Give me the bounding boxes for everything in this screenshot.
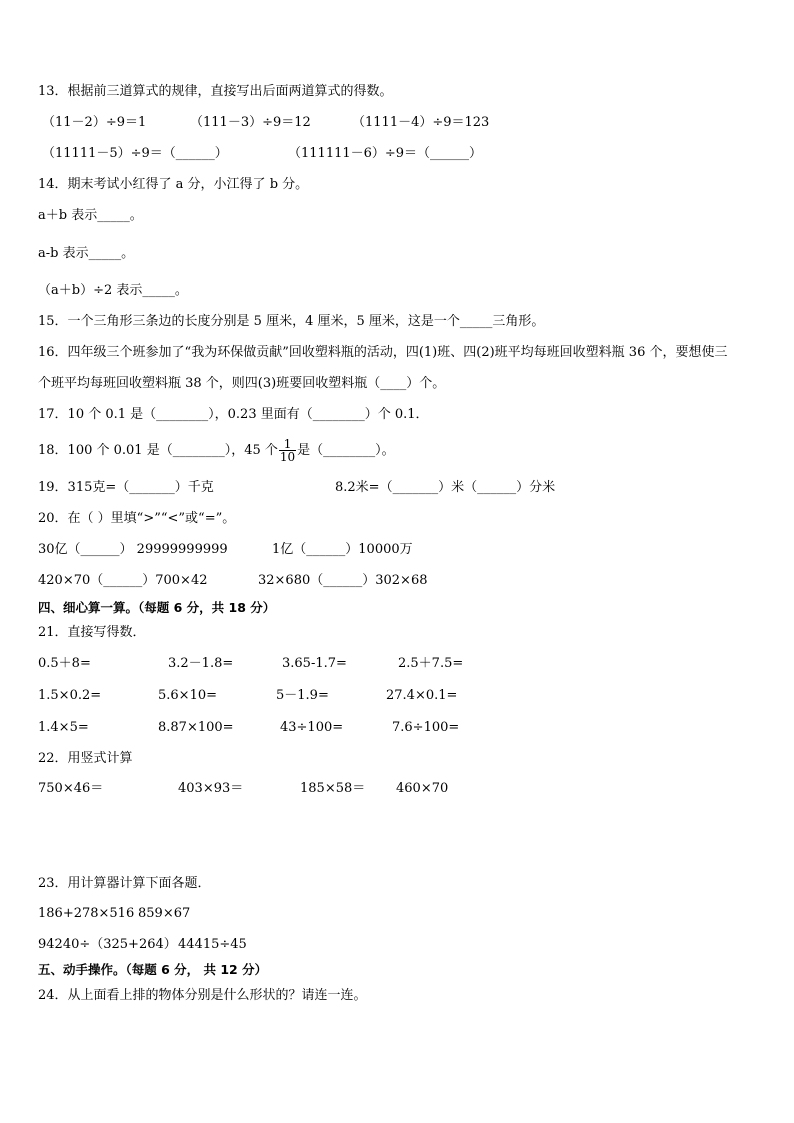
q24-text: 24．从上面看上排的物体分别是什么形状的？请连一连。 [38,988,367,1003]
q21-item: 3.2－1.8= [168,656,234,671]
q21-item: 1.4×5= [38,720,89,735]
q14-line-2: a-b 表示_____。 [38,246,135,261]
q21-item: 27.4×0.1= [386,688,458,703]
q21-item: 5－1.9= [276,688,329,703]
q21-item: 7.6÷100= [392,720,460,735]
fraction-denominator: 10 [279,450,296,464]
q14-line-3: （a＋b）÷2 表示_____。 [38,283,188,298]
q13-stem: 13．根据前三道算式的规律，直接写出后面两道算式的得数。 [38,84,393,99]
q13-eq-2: （111－3）÷9＝12 [190,115,311,130]
q20-cmp-4: 32×680（______）302×68 [258,573,428,588]
q13-eq-3: （1111－4）÷9＝123 [352,115,490,130]
q21-stem: 21．直接写得数． [38,625,146,640]
q22-item: 185×58＝ [300,781,366,796]
q21-item: 5.6×10= [158,688,218,703]
fraction-one-tenth [279,438,296,463]
q15-text: 15．一个三角形三条边的长度分别是 5 厘米，4 厘米，5 厘米，这是一个_____三角形。 [38,314,545,329]
q21-item: 8.87×100= [158,720,234,735]
q17-text: 17．10 个 0.1 是（________），0.23 里面有（________）个 0.1． [38,407,429,422]
section-5-heading: 五、动手操作。（每题 6 分， 共 12 分） [38,962,268,977]
q20-cmp-1: 30亿（______） 29999999999 [38,542,228,557]
q14-stem: 14．期末考试小红得了 a 分，小江得了 b 分。 [38,177,309,192]
q23-stem: 23．用计算器计算下面各题． [38,876,211,891]
q18-text [38,436,395,466]
fraction-numerator: 1 [279,438,296,451]
q21-item: 3.65-1.7= [282,656,347,671]
q16-line-1: 16．四年级三个班参加了“我为环保做贡献”回收塑料瓶的活动，四(1)班、四(2)班平均每班回收塑料瓶 36 个，要想使三 [38,345,728,360]
q22-stem: 22．用竖式计算 [38,751,133,766]
q18-before: 18．100 个 0.01 是（________），45 个 [38,443,278,458]
q13-eq-1: （11－2）÷9＝1 [42,115,147,130]
q23-item: 44415÷45 [178,937,247,952]
q14-line-1: a＋b 表示_____。 [38,208,143,223]
q23-item: 94240÷（325+264） [38,937,177,952]
q23-item: 859×67 [138,906,191,921]
q22-item: 403×93＝ [178,781,244,796]
q20-cmp-2: 1亿（______）10000万 [272,542,413,557]
q16-line-2: 个班平均每班回收塑料瓶 38 个，则四(3)班要回收塑料瓶（____）个。 [38,376,446,391]
q19-part-a: 19．315克=（_______）千克 [38,480,214,495]
q22-item: 750×46＝ [38,781,104,796]
q13-eq-5: （111111－6）÷9＝（______） [288,146,483,161]
q21-item: 2.5＋7.5= [398,656,464,671]
q13-eq-4: （11111－5）÷9＝（______） [42,146,228,161]
q21-item: 0.5＋8= [38,656,91,671]
q20-stem: 20．在（ ）里填“>”“<”或“=”。 [38,511,236,526]
q20-cmp-3: 420×70（______）700×42 [38,573,208,588]
section-4-heading: 四、细心算一算。（每题 6 分，共 18 分） [38,600,276,615]
q21-item: 1.5×0.2= [38,688,102,703]
q19-part-b: 8.2米=（_______）米（______）分米 [335,480,556,495]
q18-after: 是（________）。 [297,443,395,458]
q21-item: 43÷100= [280,720,344,735]
q23-item: 186+278×516 [38,906,135,921]
q22-item: 460×70 [396,781,449,796]
